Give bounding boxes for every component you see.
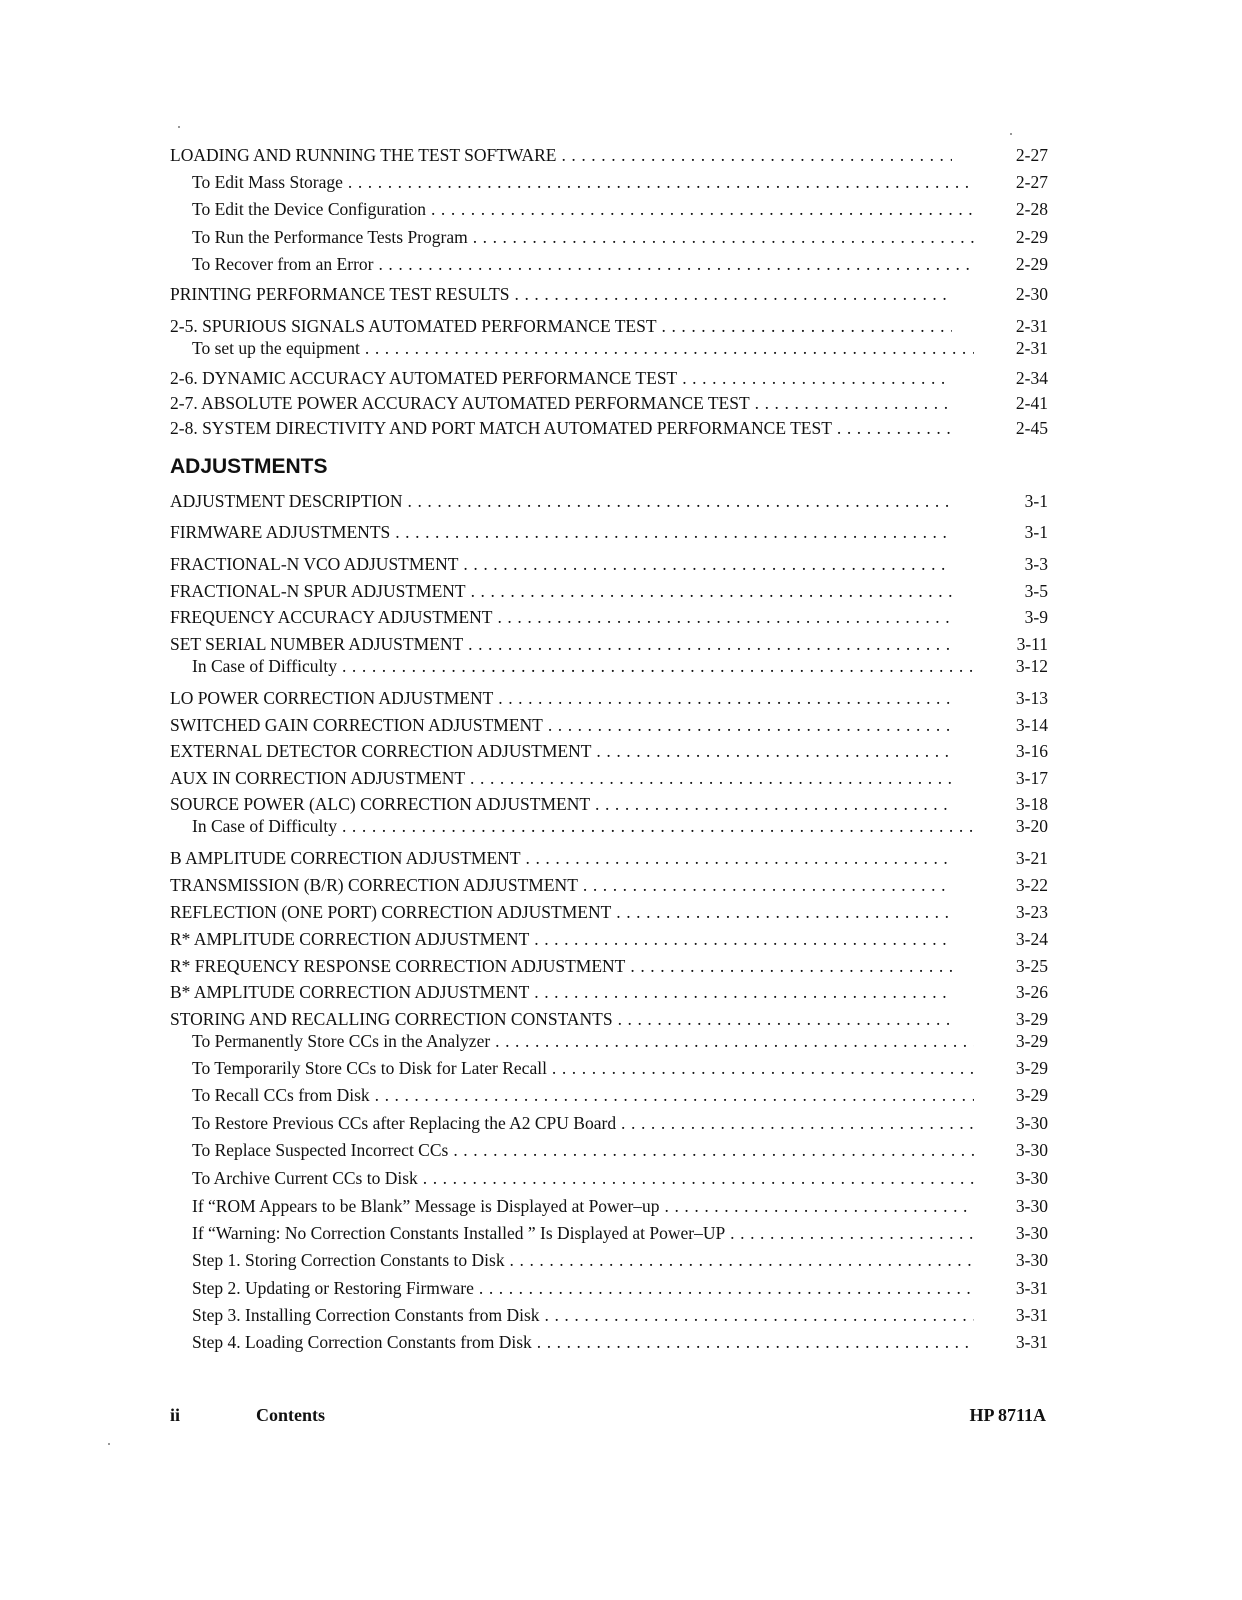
toc-entry-title: To Edit the Device Configuration . . . <box>170 197 974 221</box>
scan-speck <box>108 1443 110 1445</box>
toc-entry-title: To Archive Current CCs to Disk . . . <box>170 1166 974 1190</box>
footer-section: Contents <box>256 1405 326 1425</box>
toc-entry-page: 3-1 <box>1024 522 1048 542</box>
toc-entry-page: 2-27 <box>1015 145 1048 165</box>
toc-entry-page: 3-31 <box>1015 1278 1048 1298</box>
toc-entry-title: Step 4. Loading Correction Constants from Disk . . . <box>170 1330 974 1354</box>
toc-entry <box>170 1056 1048 1080</box>
toc-entry-page: 3-29 <box>1015 1085 1048 1105</box>
toc-entry-title: SET SERIAL NUMBER ADJUSTMENT . . . <box>170 632 952 656</box>
toc-entry <box>170 1221 1048 1245</box>
toc-entry <box>170 605 1048 629</box>
toc-entry <box>170 654 1048 678</box>
scan-speck <box>178 126 180 128</box>
toc-entry <box>170 225 1048 249</box>
toc-entry <box>170 1138 1048 1162</box>
toc-entry-title: To Edit Mass Storage . . . <box>170 170 974 194</box>
toc-entry-title: REFLECTION (ONE PORT) CORRECTION ADJUSTMENT . . . <box>170 900 952 924</box>
toc-entry <box>170 1330 1048 1354</box>
toc-entry-title: LO POWER CORRECTION ADJUSTMENT . . . <box>170 686 952 710</box>
toc-entry-page: 3-12 <box>1015 656 1048 676</box>
toc-entry <box>170 579 1048 603</box>
toc-entry <box>170 314 1048 338</box>
toc-entry-page: 3-30 <box>1015 1223 1048 1243</box>
toc-entry <box>170 980 1048 1004</box>
toc-entry <box>170 954 1048 978</box>
toc-entry <box>170 792 1048 816</box>
toc-entry-title: To Recall CCs from Disk . . . <box>170 1083 974 1107</box>
toc-entry-title: EXTERNAL DETECTOR CORRECTION ADJUSTMENT . . . <box>170 739 952 763</box>
toc-entry-page: 2-29 <box>1015 227 1048 247</box>
toc-entry-page: 3-9 <box>1024 607 1048 627</box>
toc-entry <box>170 520 1048 544</box>
toc-entry-title: B* AMPLITUDE CORRECTION ADJUSTMENT . . . <box>170 980 952 1004</box>
toc-entry-page: 3-18 <box>1015 794 1048 814</box>
toc-entry-title: FREQUENCY ACCURACY ADJUSTMENT . . . <box>170 605 952 629</box>
toc-entry-title: SOURCE POWER (ALC) CORRECTION ADJUSTMENT . . . <box>170 792 952 816</box>
toc-entry-title: FRACTIONAL-N VCO ADJUSTMENT . . . <box>170 552 952 576</box>
toc-entry-title: STORING AND RECALLING CORRECTION CONSTANTS . . . <box>170 1007 952 1031</box>
toc-entry-title: Step 2. Updating or Restoring Firmware . . . <box>170 1276 974 1300</box>
toc-entry-page: 3-14 <box>1015 715 1048 735</box>
toc-entry <box>170 927 1048 951</box>
toc-entry <box>170 282 1048 306</box>
toc-entry-title: Step 1. Storing Correction Constants to Disk . . . <box>170 1248 974 1272</box>
toc-entry-title: FRACTIONAL-N SPUR ADJUSTMENT . . . <box>170 579 952 603</box>
toc-entry-title: 2-8. SYSTEM DIRECTIVITY AND PORT MATCH AUTOMATED PERFORMANCE TEST . . . <box>170 416 952 440</box>
toc-entry <box>170 416 1048 440</box>
toc-entry-page: 3-30 <box>1015 1168 1048 1188</box>
toc-entry-title: LOADING AND RUNNING THE TEST SOFTWARE . . . <box>170 143 952 167</box>
toc-entry-page: 3-17 <box>1015 768 1048 788</box>
toc-entry-title: To set up the equipment . . . <box>170 336 974 360</box>
toc-entry-page: 3-5 <box>1024 581 1048 601</box>
toc-entry <box>170 766 1048 790</box>
toc-entry <box>170 846 1048 870</box>
toc-entry <box>170 1248 1048 1272</box>
toc-entry-title: Step 3. Installing Correction Constants from Disk . . . <box>170 1303 974 1327</box>
toc-entry-title: In Case of Difficulty . . . <box>170 814 974 838</box>
toc-entry-title: To Run the Performance Tests Program . . . <box>170 225 974 249</box>
toc-entry-title: TRANSMISSION (B/R) CORRECTION ADJUSTMENT . . . <box>170 873 952 897</box>
toc-entry-page: 2-27 <box>1015 172 1048 192</box>
toc-entry-page: 3-13 <box>1015 688 1048 708</box>
toc-entry <box>170 632 1048 656</box>
toc-entry <box>170 336 1048 360</box>
toc-entry <box>170 1194 1048 1218</box>
toc-entry-title: If “ROM Appears to be Blank” Message is Displayed at Power–up . . . <box>170 1194 974 1218</box>
toc-entry-title: R* AMPLITUDE CORRECTION ADJUSTMENT . . . <box>170 927 952 951</box>
toc-entry <box>170 1083 1048 1107</box>
toc-entry <box>170 1166 1048 1190</box>
toc-entry-page: 2-31 <box>1015 316 1048 336</box>
toc-entry-page: 3-3 <box>1024 554 1048 574</box>
toc-entry-page: 3-11 <box>1016 634 1048 654</box>
toc-entry <box>170 252 1048 276</box>
toc-entry <box>170 143 1048 167</box>
toc-entry <box>170 197 1048 221</box>
toc-entry <box>170 1007 1048 1031</box>
toc-entry-page: 2-41 <box>1015 393 1048 413</box>
toc-entry-title: R* FREQUENCY RESPONSE CORRECTION ADJUSTMENT . . . <box>170 954 952 978</box>
toc-entry-page: 3-29 <box>1015 1009 1048 1029</box>
toc-entry-page: 2-30 <box>1015 284 1048 304</box>
toc-entry <box>170 366 1048 390</box>
toc-entry <box>170 1303 1048 1327</box>
toc-entry <box>170 170 1048 194</box>
toc-entry-page: 3-26 <box>1015 982 1048 1002</box>
footer-product: HP 8711A <box>969 1405 1046 1425</box>
section-heading: ADJUSTMENTS <box>170 455 328 478</box>
toc-entry <box>170 739 1048 763</box>
toc-entry-title: To Temporarily Store CCs to Disk for Later Recall . . . <box>170 1056 974 1080</box>
toc-entry <box>170 1276 1048 1300</box>
toc-entry <box>170 900 1048 924</box>
toc-entry <box>170 814 1048 838</box>
toc-entry-title: To Replace Suspected Incorrect CCs . . . <box>170 1138 974 1162</box>
toc-entry-page: 2-28 <box>1015 199 1048 219</box>
toc-entry-page: 3-31 <box>1015 1332 1048 1352</box>
toc-entry <box>170 489 1048 513</box>
toc-entry-page: 3-22 <box>1015 875 1048 895</box>
toc-entry-title: AUX IN CORRECTION ADJUSTMENT . . . <box>170 766 952 790</box>
toc-entry <box>170 1111 1048 1135</box>
toc-entry-page: 3-21 <box>1015 848 1048 868</box>
toc-entry-page: 3-24 <box>1015 929 1048 949</box>
toc-entry-title: PRINTING PERFORMANCE TEST RESULTS . . . <box>170 282 952 306</box>
toc-entry-page: 3-30 <box>1015 1196 1048 1216</box>
footer-page-number: ii <box>170 1405 181 1425</box>
toc-entry-title: 2-7. ABSOLUTE POWER ACCURACY AUTOMATED PERFORMANCE TEST . . . <box>170 391 952 415</box>
toc-entry-title: To Restore Previous CCs after Replacing the A2 CPU Board . . . <box>170 1111 974 1135</box>
toc-entry-page: 3-30 <box>1015 1250 1048 1270</box>
toc-entry-title: B AMPLITUDE CORRECTION ADJUSTMENT . . . <box>170 846 952 870</box>
toc-entry-page: 3-25 <box>1015 956 1048 976</box>
toc-entry-title: SWITCHED GAIN CORRECTION ADJUSTMENT . . . <box>170 713 952 737</box>
toc-entry-title: 2-5. SPURIOUS SIGNALS AUTOMATED PERFORMANCE TEST . . . <box>170 314 952 338</box>
toc-entry <box>170 391 1048 415</box>
toc-entry-page: 2-31 <box>1015 338 1048 358</box>
toc-entry-page: 3-16 <box>1015 741 1048 761</box>
toc-entry-title: ADJUSTMENT DESCRIPTION . . . <box>170 489 952 513</box>
toc-entry-page: 3-29 <box>1015 1031 1048 1051</box>
toc-entry-title: To Recover from an Error . . . <box>170 252 974 276</box>
toc-entry-page: 2-45 <box>1015 418 1048 438</box>
toc-entry-title: To Permanently Store CCs in the Analyzer . . . <box>170 1029 974 1053</box>
scan-speck <box>1010 133 1012 135</box>
toc-entry-title: In Case of Difficulty . . . <box>170 654 974 678</box>
toc-entry-page: 2-29 <box>1015 254 1048 274</box>
toc-entry-page: 3-30 <box>1015 1113 1048 1133</box>
toc-entry-title: 2-6. DYNAMIC ACCURACY AUTOMATED PERFORMANCE TEST . . . <box>170 366 952 390</box>
toc-entry-page: 3-31 <box>1015 1305 1048 1325</box>
toc-entry-page: 2-34 <box>1015 368 1048 388</box>
toc-entry <box>170 552 1048 576</box>
toc-entry-page: 3-30 <box>1015 1140 1048 1160</box>
toc-entry <box>170 873 1048 897</box>
toc-entry <box>170 686 1048 710</box>
toc-entry-page: 3-29 <box>1015 1058 1048 1078</box>
toc-entry <box>170 713 1048 737</box>
toc-entry-page: 3-23 <box>1015 902 1048 922</box>
toc-entry-title: If “Warning: No Correction Constants Installed ” Is Displayed at Power–UP . . . <box>170 1221 974 1245</box>
toc-entry-title: FIRMWARE ADJUSTMENTS . . . <box>170 520 952 544</box>
toc-entry-page: 3-20 <box>1015 816 1048 836</box>
toc-entry <box>170 1029 1048 1053</box>
toc-entry-page: 3-1 <box>1024 491 1048 511</box>
